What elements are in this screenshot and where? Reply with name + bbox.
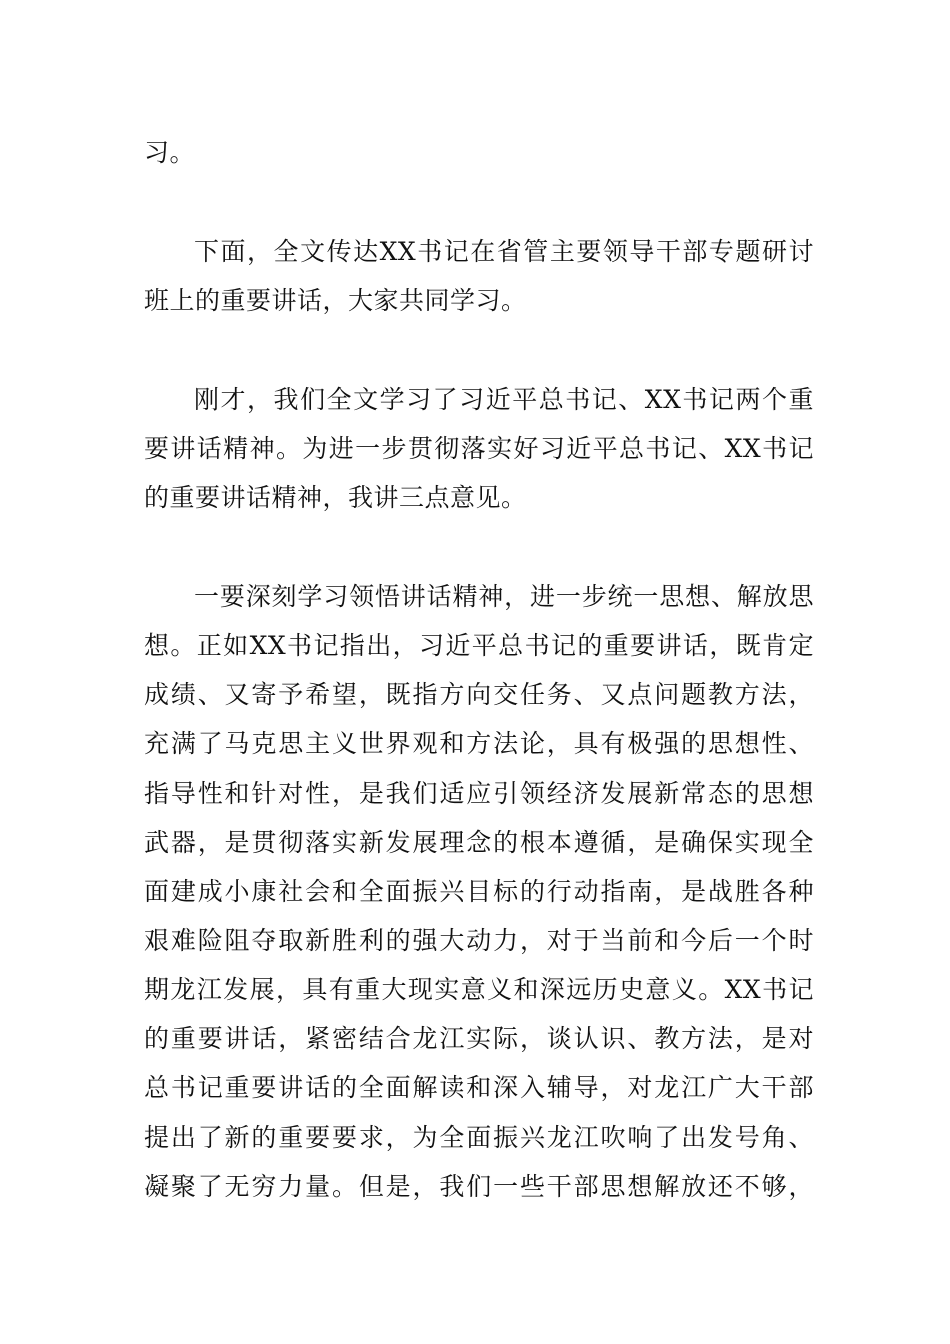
text-line-17: 总书记重要讲话的全面解读和深入辅导，对龙江广大干部 [144, 1073, 814, 1102]
text-line-18: 提出了新的重要要求，为全面振兴龙江吹响了出发号角、 [144, 1123, 814, 1152]
text-line-2: 下面，全文传达XX书记在省管主要领导干部专题研讨 [194, 237, 814, 266]
text-line-12: 武器，是贯彻落实新发展理念的根本遵循，是确保实现全 [144, 828, 814, 857]
text-line-15: 期龙江发展，具有重大现实意义和深远历史意义。XX书记 [144, 975, 814, 1004]
text-line-19: 凝聚了无穷力量。但是，我们一些干部思想解放还不够， [144, 1172, 814, 1201]
text-line-16: 的重要讲话，紧密结合龙江实际，谈认识、教方法，是对 [144, 1024, 814, 1053]
text-line-13: 面建成小康社会和全面振兴目标的行动指南，是战胜各种 [144, 877, 814, 906]
text-line-5: 要讲话精神。为进一步贯彻落实好习近平总书记、XX书记 [144, 434, 814, 463]
text-line-14: 艰难险阻夺取新胜利的强大动力，对于当前和今后一个时 [144, 926, 814, 955]
text-line-6: 的重要讲话精神，我讲三点意见。 [144, 483, 527, 512]
text-line-8: 想。正如XX书记指出，习近平总书记的重要讲话，既肯定 [144, 631, 814, 660]
text-line-1: 习。 [144, 138, 196, 167]
text-line-10: 充满了马克思主义世界观和方法论，具有极强的思想性、 [144, 729, 814, 758]
text-line-9: 成绩、又寄予希望，既指方向交任务、又点问题教方法， [144, 680, 814, 709]
text-line-4: 刚才，我们全文学习了习近平总书记、XX书记两个重 [194, 385, 814, 414]
text-line-3: 班上的重要讲话，大家共同学习。 [144, 286, 527, 315]
text-line-7: 一要深刻学习领悟讲话精神，进一步统一思想、解放思 [194, 582, 814, 611]
text-line-11: 指导性和针对性，是我们适应引领经济发展新常态的思想 [144, 779, 814, 808]
